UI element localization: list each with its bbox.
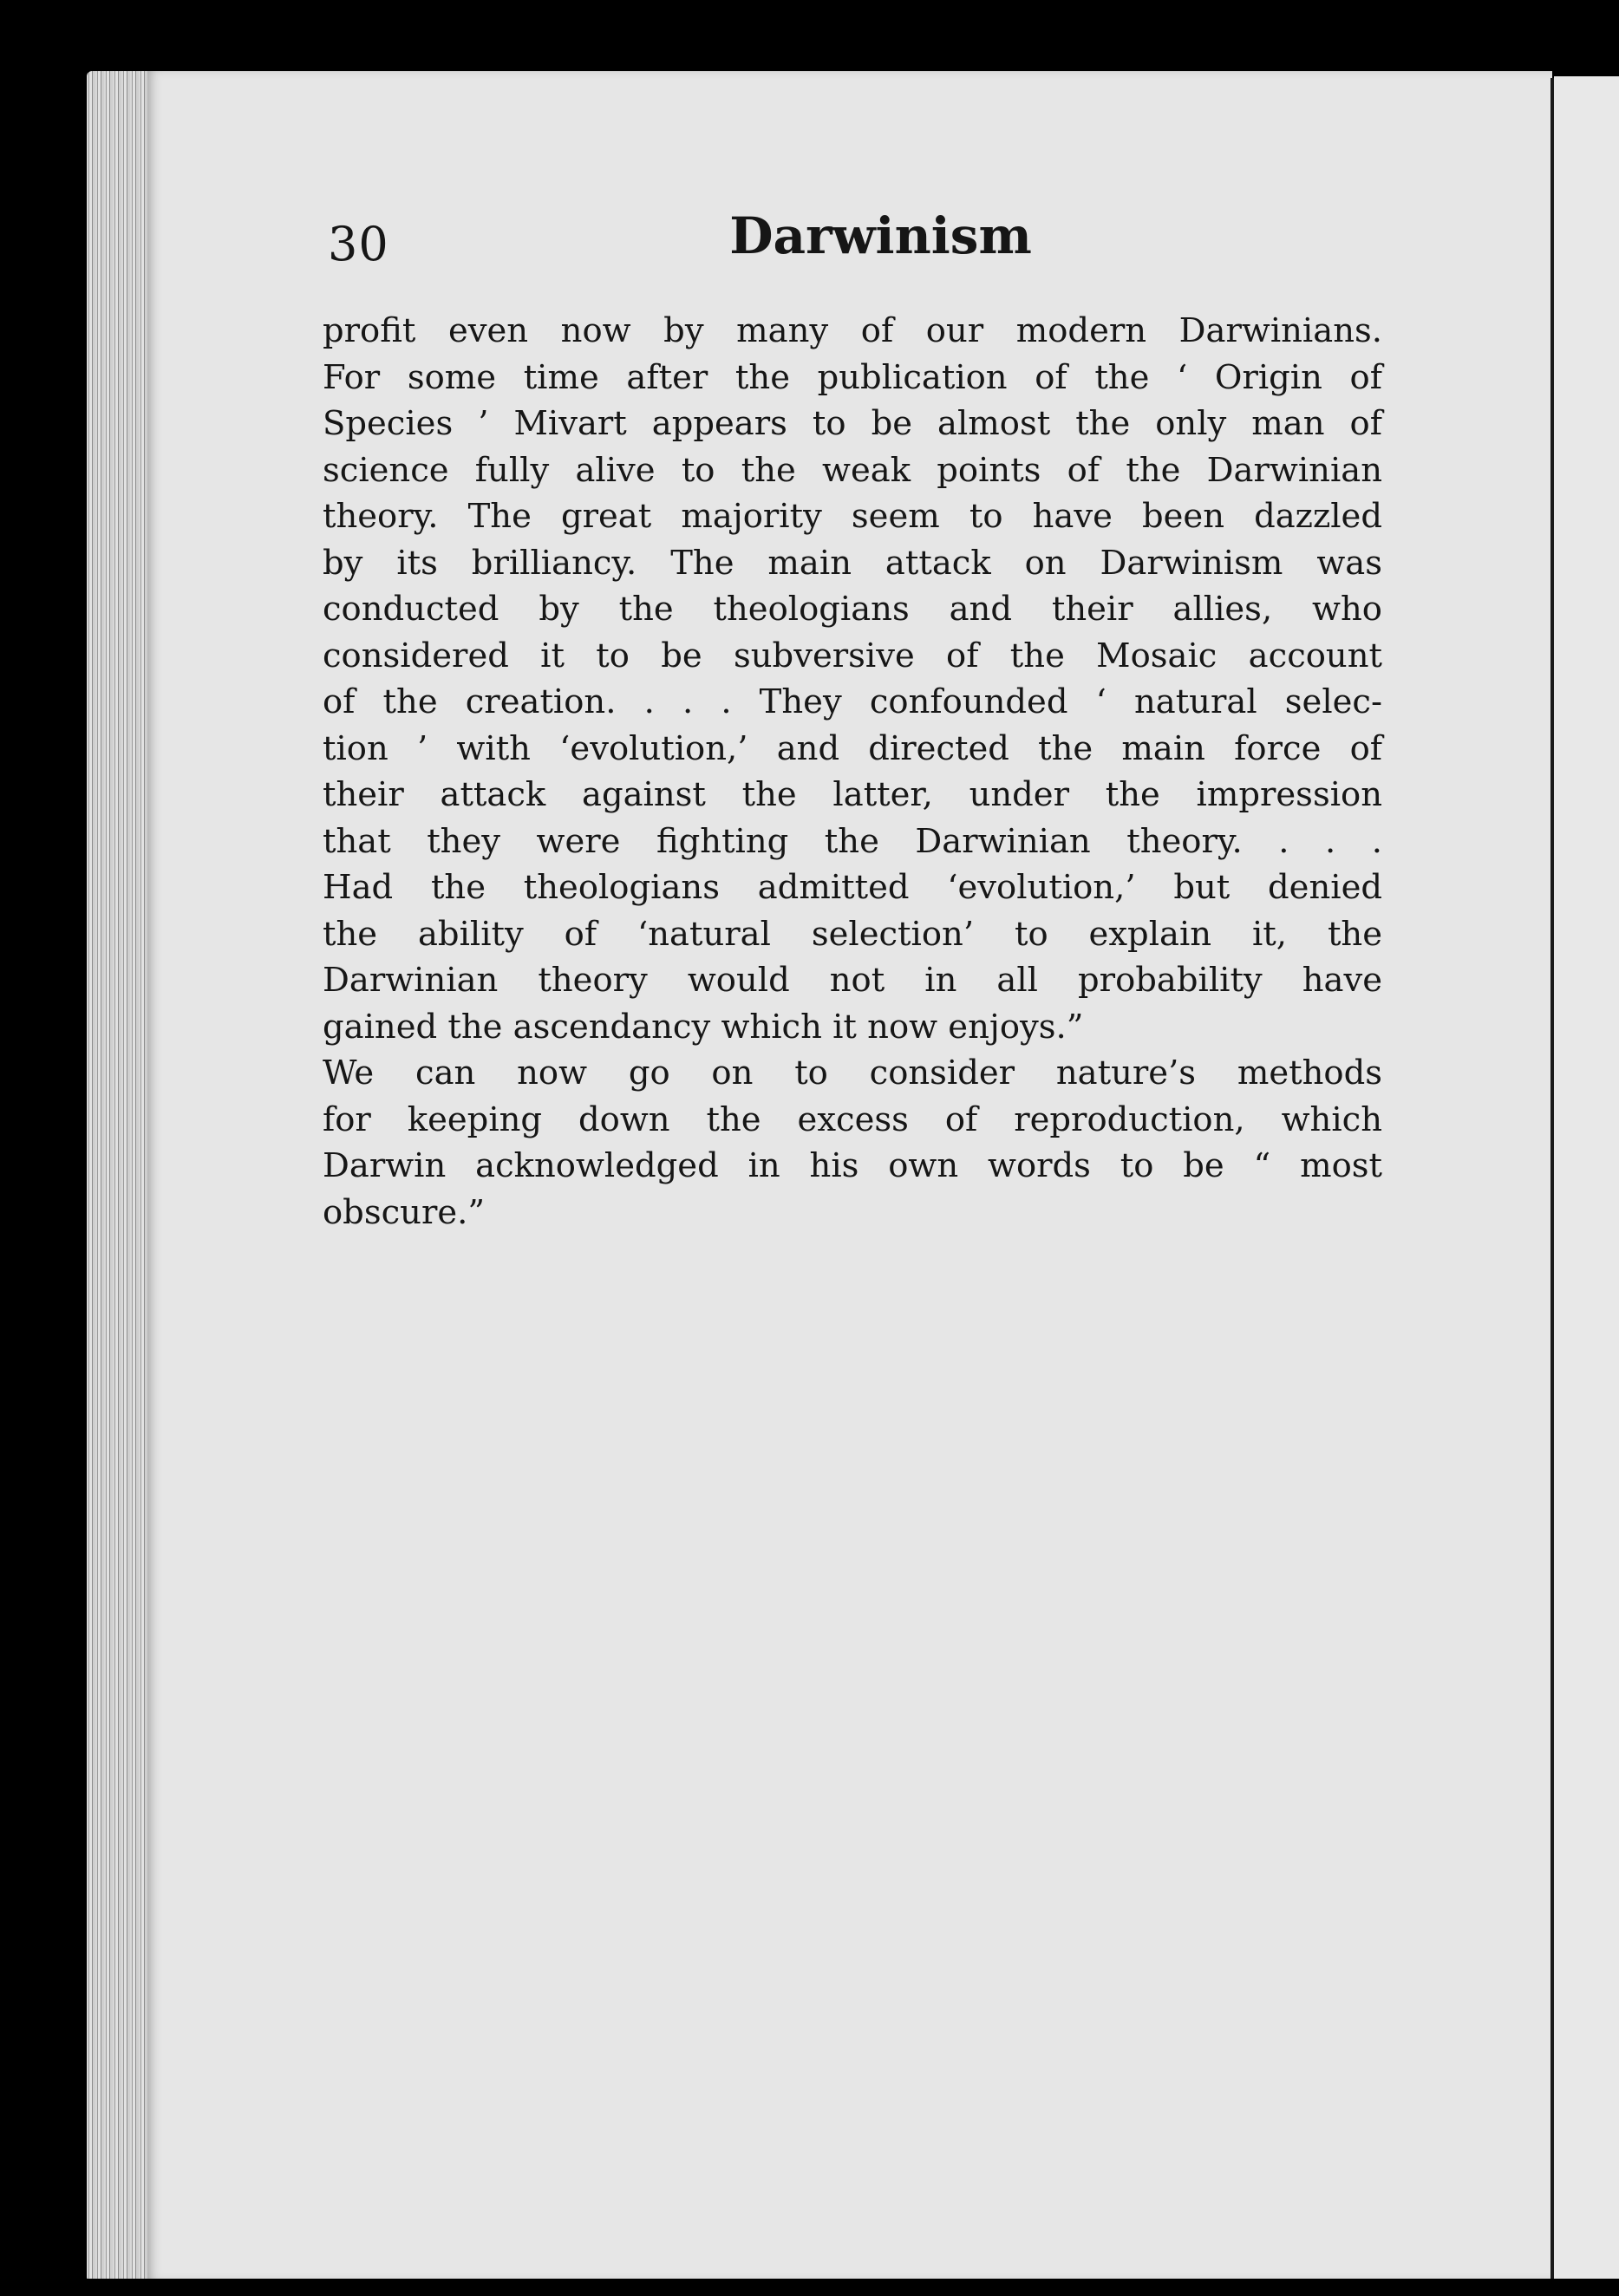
text-line: their attack against the latter, under the impression <box>323 775 1382 814</box>
text-line: considered it to be subversive of the Mosaic account <box>323 636 1382 675</box>
text-line: for keeping down the excess of reproduction, which <box>323 1099 1382 1139</box>
text-line: conducted by the theologians and their allies, who <box>323 590 1382 629</box>
running-head: Darwinism <box>729 206 1032 265</box>
text-line: Darwin acknowledged in his own words to be “ most <box>323 1146 1382 1185</box>
text-line: tion ’ with ‘evolution,’ and directed the main force of <box>323 728 1382 768</box>
text-line: We can now go on to consider nature’s methods <box>323 1053 1382 1093</box>
page-header <box>328 206 1381 284</box>
page-number: 30 <box>328 217 389 271</box>
text-line: profit even now by many of our modern Darwinians. <box>323 311 1382 350</box>
body-text <box>323 308 1382 1236</box>
text-line: gained the ascendancy which it now enjoys.” <box>323 1007 1084 1047</box>
text-line: For some time after the publication of the ‘ Origin of <box>323 357 1382 397</box>
facing-page-edge <box>1554 76 1619 2283</box>
text-line: Species ’ Mivart appears to be almost the only man of <box>323 404 1382 443</box>
text-line: obscure.” <box>323 1192 486 1232</box>
text-line: theory. The great majority seem to have been dazzled <box>323 497 1382 536</box>
text-line: of the creation. . . . They confounded ‘ natural selec- <box>323 682 1382 721</box>
text-line: Darwinian theory would not in all probability have <box>323 961 1382 1000</box>
text-line: the ability of ‘natural selection’ to explain it, the <box>323 914 1382 954</box>
text-line: science fully alive to the weak points of the Darwinian <box>323 450 1382 490</box>
bottom-border <box>87 2279 1619 2296</box>
text-line: by its brilliancy. The main attack on Darwinism was <box>323 543 1382 583</box>
text-line: Had the theologians admitted ‘evolution,’ but denied <box>323 868 1382 907</box>
text-line: that they were fighting the Darwinian theory. . . . <box>323 821 1382 861</box>
